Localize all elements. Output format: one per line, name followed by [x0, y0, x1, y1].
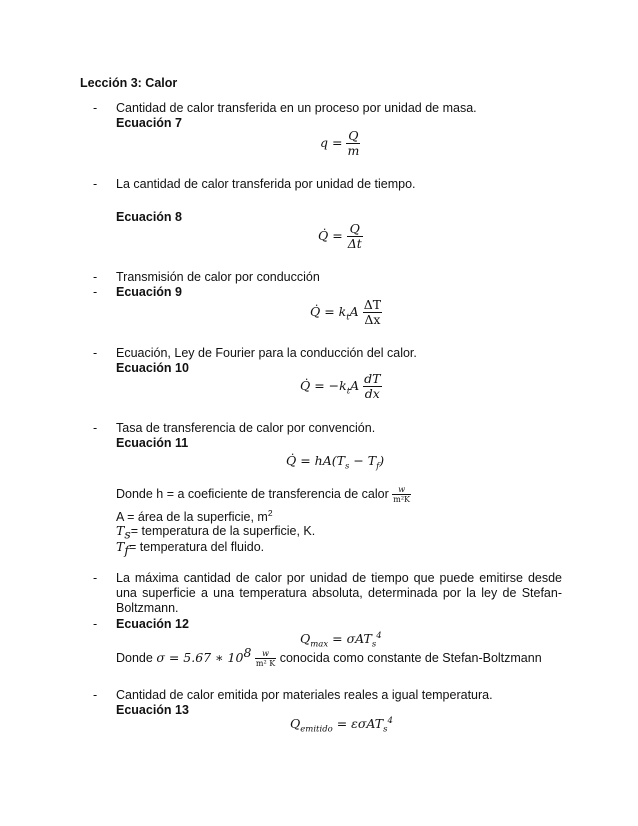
- eq9-fraction: [363, 298, 382, 327]
- bullet-dash: -: [93, 571, 98, 585]
- sigma-unit-fraction: [255, 649, 276, 668]
- eq11-sub-f: f: [376, 461, 380, 472]
- item-text-6: La máxima cantidad de calor por unidad de tiempo que puede emitirse desde una superficie a una temperatura absoluta, determinada por la ley de Stefan-Boltzmann.: [116, 571, 562, 615]
- sigma-sup: 8: [243, 645, 252, 660]
- eq12-sub: max: [310, 639, 329, 650]
- eq7-den: m: [347, 143, 360, 158]
- item-text-3: Transmisión de calor por conducción: [116, 270, 320, 284]
- tf-symbol: T: [116, 539, 125, 554]
- ts-sub: s: [124, 526, 131, 542]
- bullet-dash: -: [93, 285, 98, 299]
- eq8-num: Q: [347, 222, 363, 237]
- equation-10: [300, 372, 382, 401]
- eq10-fraction: [363, 372, 381, 401]
- eq13-sup: 4: [387, 716, 393, 726]
- eq8-lhs: Q̇ =: [318, 228, 343, 243]
- equation-8: [318, 222, 363, 251]
- donde-sigma-text: Donde: [116, 651, 153, 666]
- item-text-2: La cantidad de calor transferida por unidad de tiempo.: [116, 177, 416, 191]
- donde-h-text: Donde h = a coeficiente de transferencia de calor: [116, 486, 389, 501]
- unit-h-den: m²K: [393, 495, 411, 504]
- area-text: A = área de la superficie, m: [116, 510, 268, 525]
- bullet-dash: -: [93, 688, 98, 702]
- item-text-4: Ecuación, Ley de Fourier para la conducción del calor.: [116, 346, 417, 360]
- tf-sub: f: [124, 542, 129, 558]
- eq7-num: Q: [348, 128, 359, 143]
- bullet-dash: -: [93, 270, 98, 284]
- bullet-dash: -: [93, 346, 98, 360]
- eq13-q: Q: [290, 716, 301, 732]
- eq7-fraction: [346, 129, 360, 158]
- eq13-sub2: s: [383, 724, 388, 735]
- equation-label-12: Ecuación 12: [116, 617, 189, 631]
- equation-label-11: Ecuación 11: [116, 436, 189, 450]
- equation-9: [310, 298, 382, 327]
- eq8-den: Δt: [347, 236, 362, 251]
- donde-sigma-line: [116, 645, 542, 668]
- eq10-lhs: Q̇ = −k: [300, 378, 347, 393]
- item-text-7: Cantidad de calor emitida por materiales reales a igual temperatura.: [116, 688, 493, 702]
- tf-desc: = temperatura del fluido.: [128, 540, 265, 554]
- equation-13: [290, 716, 393, 735]
- donde-h-line: [116, 485, 411, 504]
- equation-label-7: Ecuación 7: [116, 116, 182, 130]
- sigma-unit-den: m² K: [255, 659, 276, 669]
- ts-desc: = temperatura de la superficie, K.: [130, 524, 316, 538]
- ts-symbol: T: [116, 523, 125, 538]
- tf-line: [116, 539, 264, 558]
- area-line: [116, 508, 273, 524]
- page-title: Lección 3: Calor: [80, 76, 178, 90]
- eq7-lhs: q =: [320, 135, 343, 150]
- area-sup: 2: [267, 508, 273, 518]
- eq10-mid: A: [350, 378, 360, 393]
- bullet-dash: -: [93, 101, 98, 115]
- equation-label-10: Ecuación 10: [116, 361, 189, 375]
- eq11-sub-s: s: [344, 461, 350, 472]
- equation-label-8: Ecuación 8: [116, 210, 182, 224]
- unit-h-fraction: [392, 485, 411, 504]
- sigma-value: σ = 5.67 ∗ 10: [156, 650, 244, 666]
- equation-11: [286, 453, 384, 472]
- eq10-num: dT: [364, 371, 381, 386]
- eq9-den: Δx: [364, 312, 381, 327]
- eq13-sub: emitido: [300, 724, 333, 735]
- item-text-1: Cantidad de calor transferida en un proceso por unidad de masa.: [116, 101, 477, 115]
- unit-h-num: w: [392, 485, 411, 495]
- eq10-sub: t: [346, 386, 351, 397]
- bullet-dash: -: [93, 177, 98, 191]
- equation-label-9: Ecuación 9: [116, 285, 182, 299]
- eq11-part: Q̇ = hA(T: [286, 453, 345, 468]
- eq12-sup: 4: [376, 631, 382, 641]
- eq9-lhs: Q̇ = k: [310, 304, 347, 319]
- bullet-dash: -: [93, 421, 98, 435]
- eq12-q: Q: [300, 631, 311, 647]
- eq11-part: ): [379, 453, 385, 468]
- item-text-5: Tasa de transferencia de calor por convención.: [116, 421, 376, 435]
- eq8-fraction: [347, 222, 363, 251]
- sigma-desc: conocida como constante de Stefan-Boltzmann: [279, 651, 542, 666]
- eq10-den: dx: [364, 386, 380, 401]
- eq9-mid: A: [349, 304, 359, 319]
- equation-7: [320, 129, 360, 158]
- eq9-sub: t: [346, 312, 350, 323]
- eq13-rest: = εσAT: [332, 716, 384, 732]
- eq12-rest: = σAT: [328, 631, 372, 647]
- eq11-part: − T: [349, 453, 377, 468]
- eq9-num: ΔT: [363, 297, 382, 312]
- equation-label-13: Ecuación 13: [116, 703, 189, 717]
- eq12-sub2: s: [371, 639, 377, 650]
- bullet-dash: -: [93, 617, 98, 631]
- sigma-unit-num: w: [255, 649, 276, 659]
